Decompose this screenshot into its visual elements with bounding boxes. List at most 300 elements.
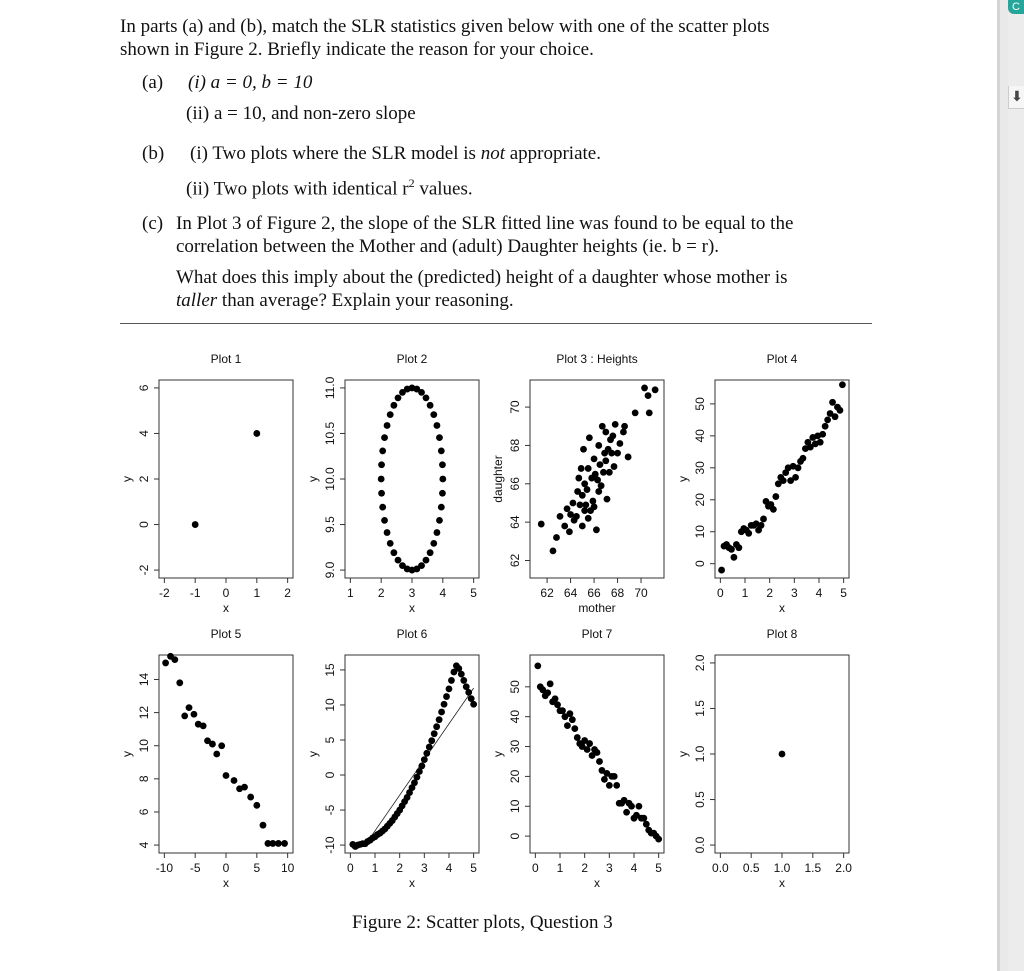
y-tick-label: 0 — [323, 771, 337, 779]
data-point — [718, 567, 725, 574]
y-tick-label: 0 — [137, 521, 151, 528]
data-point — [632, 409, 639, 416]
y-tick-label: -5 — [323, 804, 337, 816]
plot-title: Plot 2 — [396, 352, 428, 366]
data-point — [438, 709, 445, 716]
x-axis-label: x — [223, 876, 229, 890]
x-axis-label: x — [779, 601, 785, 615]
data-point — [253, 802, 260, 809]
y-tick-label: 10 — [508, 799, 522, 813]
scrollbar-track[interactable] — [1008, 0, 1024, 971]
data-point — [604, 496, 611, 503]
data-point — [439, 476, 446, 483]
y-tick-label: 0 — [508, 832, 522, 840]
x-tick-label: 0 — [717, 586, 724, 600]
data-point — [171, 656, 178, 663]
data-point — [430, 411, 437, 418]
data-point — [431, 730, 438, 737]
y-tick-label: 2 — [137, 475, 151, 483]
data-point — [625, 454, 632, 461]
data-point — [557, 513, 564, 520]
y-tick-label: 70 — [508, 400, 522, 414]
data-point — [779, 751, 786, 758]
data-point — [378, 490, 385, 497]
data-point — [586, 434, 593, 441]
data-point — [200, 722, 207, 729]
data-point — [436, 434, 443, 441]
data-point — [770, 506, 777, 513]
data-point — [378, 476, 385, 483]
plot-6 — [306, 627, 479, 890]
data-point — [580, 446, 587, 453]
plot-frame — [345, 380, 479, 578]
data-point — [390, 402, 397, 409]
data-point — [585, 515, 592, 522]
y-tick-label: 10 — [137, 739, 151, 753]
data-point — [387, 540, 394, 547]
y-tick-label: 50 — [693, 397, 707, 411]
y-tick-label: 50 — [508, 680, 522, 694]
data-point — [758, 522, 765, 529]
data-point — [641, 385, 648, 392]
plot-title: Plot 8 — [766, 627, 798, 641]
part-a-label: (a) — [142, 72, 164, 93]
data-point — [260, 822, 267, 829]
x-tick-label: 4 — [445, 861, 453, 875]
data-point — [390, 549, 397, 556]
y-tick-label: 0.5 — [693, 791, 707, 808]
data-point — [384, 422, 391, 429]
plot-2 — [306, 352, 479, 615]
data-point — [772, 493, 779, 500]
plot-frame — [159, 380, 293, 578]
x-tick-label: 5 — [470, 586, 477, 600]
part-c-line-1: In Plot 3 of Figure 2, the slope of the SLR fitted line was found to be equal to the — [176, 213, 794, 234]
y-tick-label: 0 — [693, 560, 707, 568]
x-tick-label: 1 — [347, 586, 354, 600]
data-point — [578, 465, 585, 472]
x-tick-label: 66 — [587, 586, 601, 600]
data-point — [423, 557, 430, 564]
data-point — [570, 500, 577, 507]
y-tick-label: 1.0 — [693, 745, 707, 763]
data-point — [584, 746, 591, 753]
part-c-line-4-emphasis: taller — [176, 290, 218, 311]
data-point — [745, 530, 752, 537]
data-point — [439, 490, 446, 497]
data-point — [589, 498, 596, 505]
part-b-ii-superscript: 2 — [408, 176, 415, 190]
data-point — [564, 722, 571, 729]
part-a-i: (i) a = 0, b = 10 — [188, 72, 313, 93]
data-point — [433, 723, 440, 730]
x-tick-label: 1.0 — [773, 861, 791, 875]
part-b-i-tail: appropriate. — [504, 143, 601, 164]
data-point — [534, 663, 541, 670]
x-tick-label: 68 — [610, 586, 625, 600]
x-tick-label: 1 — [371, 861, 379, 875]
data-point — [606, 782, 613, 789]
data-point — [780, 477, 787, 484]
y-tick-label: 4 — [137, 430, 151, 437]
data-point — [379, 504, 386, 511]
y-tick-label: 30 — [508, 739, 522, 754]
data-point — [628, 803, 635, 810]
data-point — [577, 501, 584, 508]
data-point — [620, 429, 627, 436]
y-tick-label: 11.0 — [323, 376, 337, 400]
data-point — [582, 501, 589, 508]
data-point — [571, 725, 578, 732]
x-tick-label: 5 — [655, 861, 662, 875]
x-tick-label: 2.0 — [835, 861, 852, 875]
data-point — [448, 677, 455, 684]
data-point — [384, 529, 391, 536]
plot-title: Plot 1 — [210, 352, 242, 366]
x-tick-label: 2 — [377, 586, 385, 600]
y-axis-label: daughter — [491, 455, 505, 503]
data-point — [611, 463, 618, 470]
page-shadow — [997, 0, 1000, 971]
data-point — [544, 689, 551, 696]
data-point — [438, 504, 445, 511]
plot-1 — [120, 352, 293, 615]
y-axis-label: y — [120, 476, 134, 482]
data-point — [594, 749, 601, 756]
data-point — [566, 710, 573, 717]
x-tick-label: 1.5 — [804, 861, 822, 875]
x-tick-label: 0 — [222, 861, 230, 875]
data-point — [434, 529, 441, 536]
plot-4 — [676, 352, 849, 615]
data-point — [585, 465, 592, 472]
data-point — [599, 423, 606, 430]
figure-caption: Figure 2: Scatter plots, Question 3 — [352, 912, 613, 933]
x-tick-label: 3 — [605, 861, 613, 875]
data-point — [735, 544, 742, 551]
data-point — [613, 782, 620, 789]
data-point — [606, 469, 613, 476]
data-point — [423, 394, 430, 401]
data-point — [399, 389, 406, 396]
y-tick-label: -2 — [137, 564, 151, 576]
x-tick-label: 0 — [347, 861, 354, 875]
data-point — [591, 455, 598, 462]
part-b-ii-text: (ii) Two plots with identical r — [186, 178, 409, 200]
data-point — [567, 511, 574, 518]
data-point — [192, 521, 199, 528]
plot-title: Plot 6 — [396, 627, 428, 641]
data-point — [428, 737, 435, 744]
x-tick-label: 2 — [766, 586, 774, 600]
data-point — [253, 430, 260, 437]
data-point — [538, 521, 545, 528]
data-point — [421, 756, 428, 763]
y-tick-label: 4 — [137, 841, 151, 849]
y-tick-label: 0.0 — [693, 836, 707, 854]
data-point — [458, 671, 465, 678]
data-point — [186, 704, 193, 711]
y-axis-label: y — [306, 476, 320, 482]
data-point — [800, 455, 807, 462]
data-point — [819, 431, 826, 438]
data-point — [822, 423, 829, 430]
y-axis-label: y — [491, 751, 505, 757]
data-point — [636, 803, 643, 810]
y-tick-label: 64 — [508, 515, 522, 529]
y-tick-label: 14 — [137, 672, 151, 687]
y-tick-label: 12 — [137, 705, 151, 720]
data-point — [792, 474, 799, 481]
data-point — [381, 517, 388, 524]
x-tick-label: 2 — [396, 861, 404, 875]
x-tick-label: 4 — [630, 861, 638, 875]
data-point — [564, 505, 571, 512]
intro-line-2: shown in Figure 2. Briefly indicate the reason for your choice. — [120, 39, 594, 60]
part-c-line-3: What does this imply about the (predicted) height of a daughter whose mother is — [176, 267, 788, 288]
data-point — [275, 840, 282, 847]
data-point — [218, 742, 225, 749]
data-point — [760, 516, 767, 523]
y-tick-label: 40 — [693, 429, 707, 443]
data-point — [247, 794, 254, 801]
data-point — [597, 461, 604, 468]
part-b-label: (b) — [142, 143, 165, 164]
part-b-i-emphasis: not — [480, 143, 505, 164]
data-point — [418, 562, 425, 569]
data-point — [231, 777, 238, 784]
x-tick-label: 3 — [790, 586, 798, 600]
y-tick-label: 10 — [693, 525, 707, 539]
data-point — [584, 486, 591, 493]
download-arrow-icon[interactable]: ⬇ — [1008, 86, 1024, 109]
data-point — [426, 744, 433, 751]
x-tick-label: 1 — [741, 586, 749, 600]
x-tick-label: 4 — [439, 586, 447, 600]
plot-title: Plot 3 : Heights — [556, 352, 638, 366]
part-b-ii-tail: values. — [414, 178, 473, 200]
data-point — [655, 836, 662, 843]
y-tick-label: -10 — [323, 836, 337, 854]
data-point — [395, 394, 402, 401]
y-axis-label: y — [676, 476, 690, 482]
y-tick-label: 66 — [508, 477, 522, 491]
x-tick-label: 0.5 — [742, 861, 760, 875]
x-tick-label: -2 — [159, 586, 170, 600]
y-axis-label: y — [676, 751, 690, 757]
data-point — [600, 469, 607, 476]
y-tick-label: 68 — [508, 438, 522, 453]
x-tick-label: -1 — [189, 586, 201, 600]
data-point — [209, 741, 216, 748]
data-point — [569, 716, 576, 723]
data-point — [824, 416, 831, 423]
data-point — [430, 540, 437, 547]
data-point — [839, 381, 846, 388]
y-tick-label: 5 — [323, 736, 337, 744]
x-axis-label: mother — [578, 601, 616, 615]
part-c-label: (c) — [142, 213, 164, 234]
data-point — [596, 758, 603, 765]
part-b-i-text: (i) Two plots where the SLR model is — [190, 143, 481, 164]
x-axis-label: x — [409, 876, 415, 890]
data-point — [460, 677, 467, 684]
y-tick-label: 9.0 — [323, 561, 337, 579]
data-point — [731, 554, 738, 561]
data-point — [609, 432, 616, 439]
data-point — [176, 679, 183, 686]
data-point — [612, 421, 619, 428]
data-point — [574, 734, 581, 741]
x-tick-label: 0 — [532, 861, 539, 875]
part-a-ii: (ii) a = 10, and non-zero slope — [186, 103, 416, 124]
data-point — [837, 407, 844, 414]
data-point — [601, 776, 608, 783]
y-tick-label: 40 — [508, 709, 522, 724]
x-tick-label: -10 — [155, 861, 174, 875]
y-tick-label: 10 — [323, 698, 337, 712]
x-tick-label: 1 — [556, 861, 564, 875]
data-point — [559, 707, 566, 714]
x-tick-label: 5 — [470, 861, 477, 875]
data-point — [598, 482, 605, 489]
data-point — [436, 517, 443, 524]
data-point — [652, 386, 659, 393]
data-point — [645, 392, 652, 399]
plot-frame — [345, 655, 479, 853]
y-tick-label: 10.0 — [323, 467, 337, 491]
data-point — [817, 439, 824, 446]
y-tick-label: 62 — [508, 553, 522, 568]
x-tick-label: 3 — [408, 586, 416, 600]
data-point — [795, 464, 802, 471]
data-point — [553, 534, 560, 541]
y-tick-label: 2.0 — [693, 654, 707, 672]
x-tick-label: -5 — [189, 861, 201, 875]
data-point — [446, 685, 453, 692]
x-tick-label: 2 — [284, 586, 291, 600]
y-tick-label: 10.5 — [323, 421, 337, 446]
data-point — [381, 434, 388, 441]
data-point — [395, 557, 402, 564]
data-point — [427, 549, 434, 556]
x-axis-label: x — [409, 601, 415, 615]
data-point — [554, 701, 561, 708]
y-axis-label: y — [306, 751, 320, 757]
data-point — [547, 680, 554, 687]
data-point — [579, 523, 586, 530]
x-axis-label: x — [779, 876, 785, 890]
data-point — [602, 429, 609, 436]
data-point — [621, 423, 628, 430]
data-point — [439, 461, 446, 468]
data-point — [418, 763, 425, 770]
data-point — [832, 413, 839, 420]
data-point — [643, 821, 650, 828]
data-point — [640, 815, 647, 822]
x-tick-label: 62 — [540, 586, 554, 600]
y-axis-label: y — [120, 751, 134, 757]
data-point — [191, 711, 198, 718]
x-tick-label: 3 — [420, 861, 428, 875]
data-point — [379, 447, 386, 454]
data-point — [595, 442, 602, 449]
plot-8 — [676, 627, 852, 890]
data-point — [646, 409, 653, 416]
y-tick-label: 6 — [137, 808, 151, 816]
x-tick-label: 5 — [840, 586, 847, 600]
data-point — [423, 750, 430, 757]
data-point — [378, 461, 385, 468]
x-axis-label: x — [223, 601, 229, 615]
plot-7 — [491, 627, 664, 890]
data-point — [427, 402, 434, 409]
plot-title: Plot 5 — [210, 627, 242, 641]
x-tick-label: 64 — [563, 586, 578, 600]
x-tick-label: 2 — [581, 861, 589, 875]
x-tick-label: 70 — [634, 586, 648, 600]
data-point — [387, 411, 394, 418]
data-point — [213, 751, 220, 758]
data-point — [591, 503, 598, 510]
plot-title: Plot 4 — [766, 352, 798, 366]
data-point — [593, 526, 600, 533]
part-c-line-2: correlation between the Mother and (adult) Daughter heights (ie. b = r). — [176, 236, 720, 257]
x-tick-label: 0 — [222, 586, 230, 600]
data-point — [579, 492, 586, 499]
y-tick-label: 30 — [693, 461, 707, 475]
part-c-line-4-text: than average? Explain your reasoning. — [217, 290, 514, 311]
data-point — [181, 713, 188, 720]
x-tick-label: 0.0 — [712, 861, 729, 875]
data-point — [623, 809, 630, 816]
data-point — [223, 772, 230, 779]
data-point — [829, 399, 836, 406]
scrollbar-top-button[interactable]: C — [1008, 0, 1024, 14]
data-point — [162, 660, 169, 667]
data-point — [608, 450, 615, 457]
x-tick-label: 1 — [253, 586, 261, 600]
x-tick-label: 4 — [815, 586, 823, 600]
y-tick-label: 20 — [508, 769, 522, 784]
data-point — [602, 457, 609, 464]
data-point — [550, 548, 557, 555]
data-point — [573, 513, 580, 520]
data-point — [552, 695, 559, 702]
data-point — [436, 716, 443, 723]
data-point — [434, 422, 441, 429]
y-tick-label: 1.5 — [693, 700, 707, 717]
y-tick-label: 8 — [137, 775, 151, 783]
data-point — [594, 477, 601, 484]
data-point — [728, 546, 735, 553]
data-point — [281, 840, 288, 847]
data-point — [438, 447, 445, 454]
data-point — [441, 701, 448, 708]
x-tick-label: 10 — [280, 861, 295, 875]
intro-line-1: In parts (a) and (b), match the SLR statistics given below with one of the scatter plots — [120, 16, 770, 37]
data-point — [470, 701, 477, 708]
data-point — [614, 450, 621, 457]
data-point — [561, 523, 568, 530]
plot-5 — [120, 627, 295, 890]
data-point — [566, 528, 573, 535]
data-point — [581, 507, 588, 514]
x-axis-label: x — [594, 876, 600, 890]
data-point — [616, 440, 623, 447]
plot-3 — [491, 352, 664, 615]
y-tick-label: 20 — [693, 493, 707, 507]
